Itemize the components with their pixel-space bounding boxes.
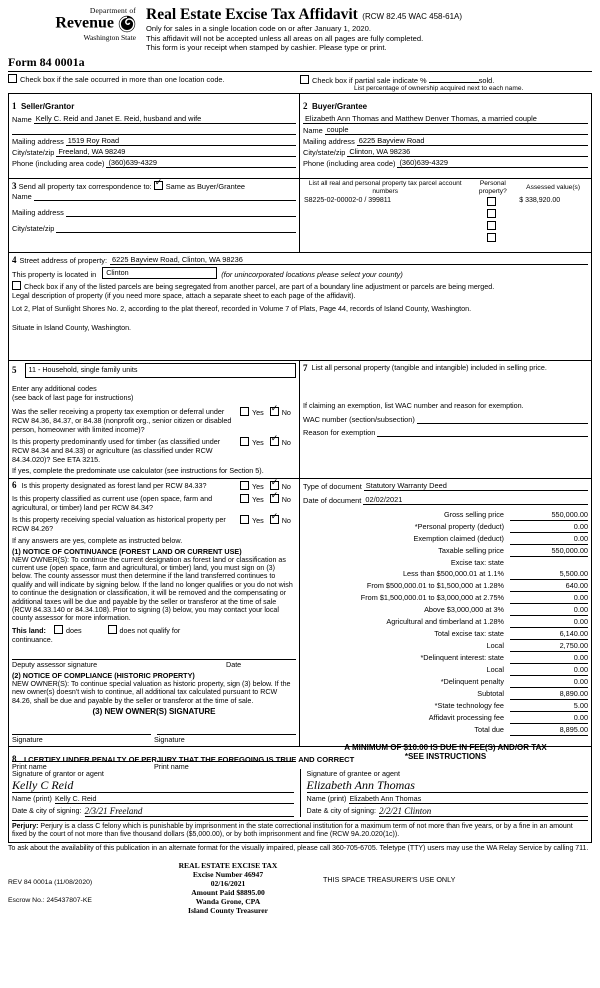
amount-value[interactable]: 0.00 [510,676,588,688]
amount-label: *Personal property (deduct) [414,521,504,531]
section6-heading1: (1) NOTICE OF CONTINUANCE (FOREST LAND OR CURRENT USE) [12,546,242,556]
amount-value[interactable]: 0.00 [510,712,588,724]
amount-label: *Delinquent penalty [440,676,504,686]
section7-personal-property [300,361,592,479]
section5-ifyes: If yes, complete the predominate use calculator (see instructions for Section 5). [12,465,264,475]
section5-q1: Was the seller receiving a property tax exemption or deferral under RCW 84.36, 84.37, or 84.38 (nonprofit org., senior citizen or disabled person, homeowner with limited income)? [12,406,232,434]
amount-value[interactable]: 550,000.00 [510,509,588,521]
amount-label: Gross selling price [443,509,504,519]
parcel-number[interactable] [302,208,468,220]
grantor-signature-value[interactable]: Kelly C Reid [12,777,74,792]
street-address-label: Street address of property: [19,255,108,265]
table-row [302,232,589,244]
seller-name-value[interactable]: Kelly C. Reid and Janet E. Reid, husband and wife [34,114,296,124]
section7-number: 7 [303,362,308,373]
amount-label: Agricultural and timberland at 1.28% [386,616,504,626]
grantee-name-value[interactable]: Elizabeth Ann Thomas [349,794,588,804]
amount-label: From $500,000.01 to $1,500,000 at 1.28% [366,580,504,590]
swirl-icon [118,15,136,33]
grantee-name-label: Name (print) [306,793,347,803]
correspondence-section [8,179,300,253]
corr-city-value[interactable] [56,223,296,233]
table-row [302,196,589,208]
dept-line2: Revenue [8,15,136,33]
section5 [8,361,300,479]
title-reference: (RCW 82.45 WAC 458-61A) [362,12,463,21]
parcel-table [300,179,592,253]
header-line2: This affidavit will not be accepted unless all areas on all pages are fully completed. [146,33,424,43]
parcel-col3-header: Assessed value(s) [526,183,581,191]
no-label: No [281,494,291,504]
legal-description-value[interactable]: Lot 2, Plat of Sunlight Shores No. 2, according to the plat thereof, recorded in Volume 7 of Plats, Page 44, records of Island County, Washington. [12,303,472,313]
does-qualify-checkbox[interactable] [54,625,63,634]
amount-value[interactable]: 8,895.00 [510,724,588,736]
seller-number: 1 [12,100,17,111]
wac-label: WAC number (section/subsection) [303,414,415,424]
grantor-name-label: Name (print) [12,793,52,803]
seller-section [8,93,300,179]
reason-value[interactable] [377,427,588,437]
personal-property-checkbox[interactable] [487,209,496,218]
grantee-signature-value[interactable]: Elizabeth Ann Thomas [306,777,415,792]
amount-value[interactable]: 6,140.00 [510,628,588,640]
printname-label2: Print name [154,761,189,771]
property-section [8,253,592,361]
seller-phone-label: Phone (including area code) [12,158,105,168]
personal-property-checkbox[interactable] [487,197,496,206]
signature-label2: Signature [154,734,185,744]
amount-label: Subtotal [477,688,504,698]
grantor-signature-label: Signature of grantor or agent [12,768,104,778]
street-address-value[interactable]: 6225 Bayview Road, Clinton, WA 98236 [110,255,588,265]
grantee-date-value[interactable]: 2/2/21 Clinton [379,806,588,817]
buyer-name-value[interactable]: Elizabeth Ann Thomas and Matthew Denver Thomas, a married couple [303,114,588,124]
doc-date-value[interactable]: 02/02/2021 [363,495,588,505]
table-row [302,208,589,220]
personal-property-checkbox[interactable] [487,221,496,230]
tax-calculation [300,479,592,761]
buyer-phone-value[interactable]: (360)639-4329 [397,158,588,168]
amount-value[interactable]: 0.00 [510,533,588,545]
section3-text: Send all property tax correspondence to: [18,181,152,191]
partial-sale-checkbox[interactable] [300,75,309,84]
q2-no-checkbox[interactable] [270,437,279,446]
exemption-claim-label: If claiming an exemption, list WAC number and reason for exemption. [303,400,524,410]
segregated-checkbox[interactable] [12,281,21,290]
rev-line: REV 84 0001a (11/08/2020) [8,878,93,886]
partial-note: List percentage of ownership acquired next to each name. [354,84,524,92]
section4-number: 4 [12,254,17,265]
amount-label: Local [486,664,504,674]
s6q2-no-checkbox[interactable] [270,494,279,503]
s6q3-yes-checkbox[interactable] [240,515,249,524]
amount-value[interactable]: 0.00 [510,604,588,616]
assessed-value[interactable] [517,220,589,232]
q1-yes-checkbox[interactable] [240,407,249,416]
document-header [8,6,592,53]
amount-value[interactable]: 8,890.00 [510,688,588,700]
parcel-col1-header: List all real and personal property tax parcel account numbers [308,179,462,195]
seller-phone-value[interactable]: (360)639-4329 [106,158,296,168]
amount-label: Local [486,640,504,650]
amount-label: Taxable selling price [438,545,504,555]
signature-label: Signature [12,734,43,744]
corr-city-label: City/state/zip [12,223,55,233]
wac-value[interactable] [417,414,588,424]
amount-value [510,557,588,568]
section5-q2: Is this property predominantly used for timber (as classified under RCW 84.34 and 84.33) or agriculture (as classified under RCW 84.34.020)? See ETA 3215. [12,436,221,464]
amount-value[interactable]: 0.00 [510,652,588,664]
top-checkbox-row [8,74,592,92]
amount-value[interactable]: 0.00 [510,521,588,533]
stamp-line4: Amount Paid $8895.00 [191,887,265,897]
s6q2-yes-checkbox[interactable] [240,494,249,503]
seller-city-value[interactable]: Freeland, WA 98249 [56,147,296,157]
doc-type-value[interactable]: Statutory Warranty Deed [364,481,588,491]
amount-value[interactable]: 0.00 [510,592,588,604]
no-label: No [281,407,291,417]
q2-yes-checkbox[interactable] [240,437,249,446]
buyer-number: 2 [303,100,308,111]
section6-heading3: (3) NEW OWNER(S) SIGNATURE [92,706,216,716]
reason-label: Reason for exemption [303,427,376,437]
stamp-line5: Wanda Grone, CPA [195,896,261,906]
does-label: does [65,625,82,635]
amount-label: Above $3,000,000 at 3% [424,604,504,614]
use-code-select[interactable]: 11 - Household, single family units [25,363,297,378]
same-as-buyer-checkbox[interactable] [154,181,163,190]
legal-description-label: Legal description of property (if you need more space, attach a separate sheet to each page of the affidavit). [12,290,356,300]
yes-label: Yes [252,494,264,504]
section5-number: 5 [12,365,17,375]
no-label: No [281,515,291,525]
section6-q3: Is this property receiving special valuation as historical property per RCW 84.26? [12,514,226,533]
parcel-number[interactable]: S8225-02-00002-0 / 399811 [304,196,392,204]
dor-logo [8,6,142,42]
treasurer-use-note: THIS SPACE TREASURER'S USE ONLY [323,874,456,884]
amount-label: From $1,500,000.01 to $3,000,000 at 2.75% [360,592,504,602]
amount-label: Less than $500,000.01 at 1.1% [402,568,504,578]
buyer-title: Buyer/Grantee [311,101,368,111]
same-as-buyer-label: Same as Buyer/Grantee [165,181,246,191]
stamp-line6: Island County Treasurer [187,905,269,915]
partial-sale-label: Check box if partial sale indicate % [312,75,427,85]
stamp-line1: REAL ESTATE EXCISE TAX [178,860,278,870]
footer-accessibility-note: To ask about the availability of this publication in an alternate format for the visually impaired, please call 360-705-6705. Teletype (TTY) users may use the WA Relay Service by calling 711. [8,844,589,852]
yes-label: Yes [252,407,264,417]
parcel-number[interactable] [302,220,468,232]
deputy-assessor-label: Deputy assessor signature [12,659,98,669]
corr-name-value[interactable] [34,191,296,201]
perjury-text: Perjury is a class C felony which is punishable by imprisonment in the state correctional institution for a maximum term of not more than five years, or by a fine in an amount fixed by the court of not more than five thousand dollars ($5,000.00), or by both imprisonment and fine (RCW 9A.20.020(1c)). [12,822,573,839]
corr-mailing-label: Mailing address [12,207,64,217]
amount-value[interactable]: 0.00 [510,616,588,628]
amount-label: Total excise tax: state [434,628,504,638]
doc-date-label: Date of document [303,495,362,505]
grantee-signature-label: Signature of grantee or agent [306,768,401,778]
buyer-mailing-label: Mailing address [303,136,355,146]
escrow-label: Escrow No.: [8,896,45,904]
amount-label: *State technology fee [434,700,504,710]
section6-heading2: (2) NOTICE OF COMPLIANCE (HISTORIC PROPERTY) [12,670,195,680]
does-not-qualify-checkbox[interactable] [108,625,117,634]
certification-section [8,747,592,843]
minimum-due-note: A MINIMUM OF $10.00 IS DUE IN FEE(S) AND/OR TAX [344,742,547,752]
this-land-label: This land: [12,625,46,635]
seller-mailing-label: Mailing address [12,136,64,146]
seller-title: Seller/Grantor [20,101,75,111]
no-label: No [281,437,291,447]
seller-mailing-value[interactable]: 1519 Roy Road [66,136,296,146]
yes-label: Yes [252,437,264,447]
assessed-value[interactable]: $ 338,920.00 [519,196,561,204]
section6-q1: Is this property designated as forest land per RCW 84.33? [21,480,207,490]
s6q1-yes-checkbox[interactable] [240,481,249,490]
dept-line1: Department of [89,6,136,15]
buyer-phone-label: Phone (including area code) [303,158,396,168]
grantee-date-label: Date & city of signing: [306,805,377,815]
no-label: No [281,481,291,491]
corr-name-label: Name [12,191,32,201]
corr-mailing-value[interactable] [66,207,296,217]
multi-location-label: Check box if the sale occurred in more than one location code. [20,74,225,84]
q1-no-checkbox[interactable] [270,407,279,416]
assessed-value[interactable] [517,208,589,220]
city-select[interactable]: Clinton [102,267,217,279]
section7-text: List all personal property (tangible and intangible) included in selling price. [311,362,547,372]
buyer-mailing-value[interactable]: 6225 Bayview Road [357,136,588,146]
continuance-label: continuance. [12,634,53,644]
legal-description-value2[interactable]: Situate in Island County, Washington. [12,322,132,332]
located-label: This property is located in [12,269,97,279]
located-note: (for unincorporated locations please select your county) [221,269,403,279]
does-not-label: does not qualify for [119,625,181,635]
grantor-name-value[interactable]: Kelly C. Reid [55,794,294,804]
section6-q2: Is this property classified as current use (open space, farm and agricultural, or timber) land per RCW 84.34? [12,493,213,512]
buyer-name-label: Name [303,125,323,135]
multi-location-checkbox[interactable] [8,74,17,83]
personal-property-checkbox[interactable] [487,233,496,242]
stamp-line3: 02/16/2021 [210,878,246,888]
buyer-city-label: City/state/zip [303,147,346,157]
escrow-value[interactable]: 245437807-KE [46,896,92,904]
parcel-number[interactable] [302,232,468,244]
deputy-date-label: Date [226,659,242,669]
amount-value[interactable]: 2,750.00 [510,640,588,652]
see-instructions-note: *SEE INSTRUCTIONS [404,751,487,761]
doc-type-label: Type of document [303,481,362,491]
amount-value[interactable]: 0.00 [510,664,588,676]
seller-name-label: Name [12,114,32,124]
amount-label: Excise tax: state [450,557,504,567]
grantor-date-value[interactable]: 2/3/21 Freeland [85,806,294,817]
assessed-value[interactable] [517,232,589,244]
certify-statement: I CERTIFY UNDER PENALTY OF PERJURY THAT THE FOREGOING IS TRUE AND CORRECT [23,754,355,764]
buyer-section: 2 Buyer/Grantee Elizabeth Ann Thomas and Matthew Denver Thomas, a married couple Name couple Mailing address 6225 Bayview Road City/state/zip Clinton, WA 98236 Phone (including area code) (360)639-4329 [300,93,592,179]
stamp-line2: Excise Number 46947 [192,869,264,879]
buyer-city-value[interactable]: Clinton, WA 98236 [347,147,588,157]
printname-label: Print name [12,761,47,771]
segregated-label: Check box if any of the listed parcels are being segregated from another parcel, are part of a boundary line adjustment or parcels are being merged. [24,281,495,291]
amount-label: *Delinquent interest: state [420,652,504,662]
amount-value[interactable]: 5.00 [510,700,588,712]
section8-number: 8 [12,753,17,764]
seller-city-label: City/state/zip [12,147,55,157]
amount-label: Affidavit processing fee [428,712,504,722]
additional-codes-note: (see back of last page for instructions) [12,392,134,402]
additional-codes-label: Enter any additional codes [12,383,97,393]
perjury-label: Perjury: [12,822,39,830]
header-line3: This form is your receipt when stamped by cashier. Please type or print. [146,43,387,52]
footer [8,844,592,915]
s6q1-no-checkbox[interactable] [270,481,279,490]
treasurer-stamp [153,861,303,915]
amount-label: Total due [474,724,504,734]
amount-value[interactable]: 5,500.00 [510,568,588,580]
section6-ifanswers: If any answers are yes, complete as instructed below. [12,535,183,545]
form-number: Form 84 0001a [8,54,85,69]
s6q3-no-checkbox[interactable] [270,515,279,524]
grantor-date-label: Date & city of signing: [12,805,82,815]
yes-label: Yes [252,481,264,491]
partial-sale-tail: sold. [478,75,495,85]
amount-value[interactable]: 640.00 [510,580,588,592]
parcel-col2-header: Personal property? [478,179,507,195]
header-line1: Only for sales in a single location code on or after January 1, 2020. [146,24,371,33]
amount-label: Exemption claimed (deduct) [413,533,504,543]
section6-number: 6 [12,479,17,490]
dept-line3: Washington State [83,33,136,42]
page-title: Real Estate Excise Tax Affidavit [146,6,358,23]
section6-para1: NEW OWNER(S): To continue the current designation as forest land or classification as current use (open space, farm and agricultural, or timber) land, you must sign on (3) below. The county assessor must then determine if the land transferred continues to qualify and will indicate by signing below. If the land no longer qualifies or you do not wish to continue the designation or classification, it will be removed and the compensating or additional taxes will be due and payable by the seller or transferor at the time of sale (RCW 84.33.140 or 84.34.108). Prior to signing (3) below, you may contact your local county assessor for more information. [12,555,293,623]
yes-label: Yes [252,515,264,525]
amount-value[interactable]: 550,000.00 [510,545,588,557]
section6-para2: NEW OWNER(S): To continue special valuation as historic property, sign (3) below. If the new owner(s) doesn't wish to continue, all additional tax calculated pursuant to RCW 84.26, shall be due and payable by the seller or transferor at the time of sale. [12,679,291,705]
table-row [302,220,589,232]
section3-number: 3 [12,180,17,191]
